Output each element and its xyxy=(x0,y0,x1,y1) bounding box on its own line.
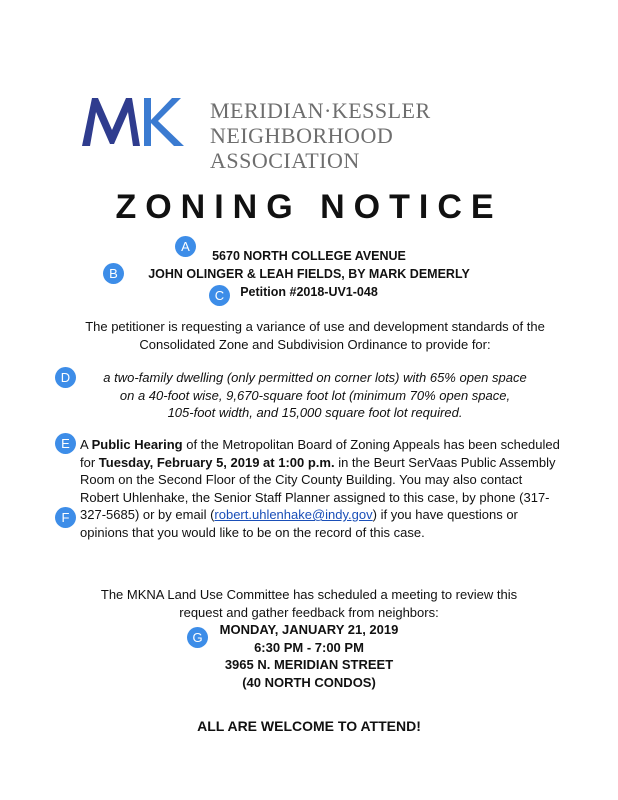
hearing-text-3: ) if you have questions or opinions that you would like to be on the record of this case. xyxy=(80,507,518,540)
planner-email-link[interactable]: robert.uhlenhake@indy.gov xyxy=(214,507,373,522)
meeting-time: 6:30 PM - 7:00 PM xyxy=(254,639,364,655)
hearing-text-1: of the Metropolitan Board of Zoning Appeals has been scheduled for xyxy=(80,437,560,470)
badge-f: F xyxy=(55,507,76,528)
intro-paragraph: The petitioner is requesting a variance of use and development standards of the Consolidated Zone and Subdivision Ordinance to provide for: xyxy=(85,319,545,352)
logo-line-2: NEIGHBORHOOD ASSOCIATION xyxy=(210,123,394,173)
badge-e: E xyxy=(55,433,76,454)
hearing-paragraph xyxy=(80,436,560,541)
hearing-text-2: in the Beurt SerVaas Public Assembly Room on the Second Floor of the City County Building. You may also contact Robert Uhlenhake, the Senior Staff Planner assigned to this case, by phone (317-327-5685) or by email ( xyxy=(80,454,556,522)
request-line-1: a two-family dwelling (only permitted on corner lots) with 65% open space xyxy=(103,370,527,385)
meeting-venue: (40 NORTH CONDOS) xyxy=(242,674,376,690)
welcome-line: ALL ARE WELCOME TO ATTEND! xyxy=(197,718,421,734)
logo-wordmark xyxy=(210,98,538,173)
badge-a: A xyxy=(175,236,196,257)
meeting-date: MONDAY, JANUARY 21, 2019 xyxy=(219,622,399,637)
request-description xyxy=(80,369,550,422)
meeting-intro: The MKNA Land Use Committee has scheduled a meeting to review this request and gather feedback from neighbors: xyxy=(100,587,518,620)
case-petition-number: Petition #2018-UV1-048 xyxy=(240,285,378,299)
meeting-block xyxy=(0,586,618,691)
request-line-3: 105-foot width, and 15,000 square foot lot required. xyxy=(167,405,463,420)
hearing-bold-title: Public Hearing xyxy=(91,437,183,452)
meeting-place: 3965 N. MERIDIAN STREET xyxy=(224,657,394,672)
badge-c: C xyxy=(209,285,230,306)
case-petitioners: JOHN OLINGER & LEAH FIELDS, BY MARK DEMERLY xyxy=(148,267,470,281)
logo-line-1: MERIDIAN·KESSLER xyxy=(210,98,431,123)
badge-g: G xyxy=(187,627,208,648)
request-line-2: on a 40-foot wise, 9,670-square foot lot (minimum 70% open space, xyxy=(119,387,511,403)
badge-d: D xyxy=(55,367,76,388)
hearing-date: Tuesday, February 5, 2019 at 1:00 p.m. xyxy=(98,454,335,470)
mkna-logo xyxy=(78,88,538,173)
case-header xyxy=(0,247,618,301)
mk-logo-mark-icon xyxy=(78,88,198,158)
hearing-prefix: A xyxy=(80,437,92,452)
badge-b: B xyxy=(103,263,124,284)
page-title: ZONING NOTICE xyxy=(115,188,503,226)
case-address: 5670 NORTH COLLEGE AVENUE xyxy=(212,249,406,263)
